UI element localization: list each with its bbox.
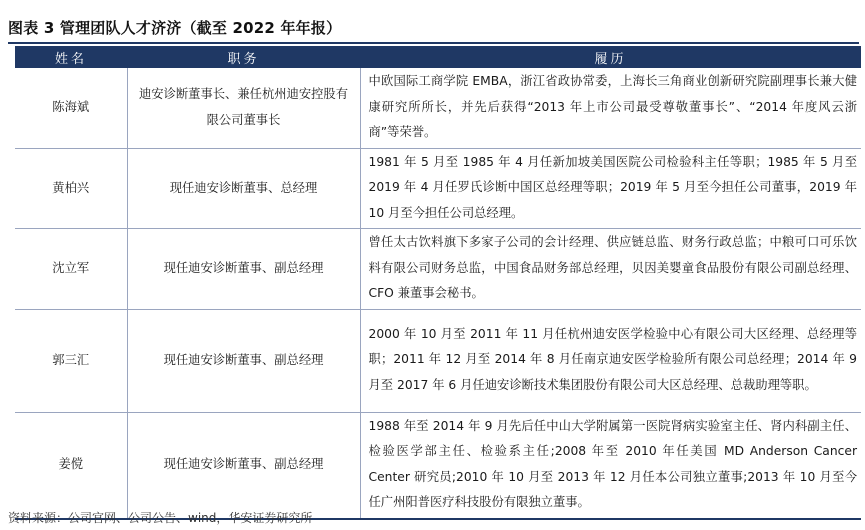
cell-resume: 2000 年 10 月至 2011 年 11 月任杭州迪安医学检验中心有限公司大区经理、总经理等职；2011 年 12 月至 2014 年 8 月任南京迪安医学检验所有限公司总经理；2014 年 9 月至 2017 年 6 月任迪安诊断技术集团股份有限公司大区总经理、总裁助理等职。: [360, 309, 861, 412]
title-divider: [8, 42, 859, 44]
source-note: 资料来源：公司官网、公司公告、wind，华安证券研究所: [8, 511, 313, 525]
table-row: [15, 68, 861, 148]
table-row: [15, 229, 861, 310]
cell-resume: 1988 年至 2014 年 9 月先后任中山大学附属第一医院肾病实验室主任、肾内科副主任、检验医学部主任、检验系主任;2008 年至 2010 年任美国 MD Anderson Cancer Center 研究员;2010 年 10 月至 2013 年 12 月任本公司独立董事;2013 年 10 月至今任广州阳普医疗科技股份有限独立董事。: [360, 412, 861, 519]
cell-name: 郭三汇: [15, 309, 127, 412]
table-header-row: [15, 46, 861, 68]
header-resume: 履历: [360, 46, 861, 68]
management-table: [15, 46, 861, 520]
cell-position: 现任迪安诊断董事、副总经理: [127, 412, 360, 519]
cell-position: 现任迪安诊断董事、副总经理: [127, 309, 360, 412]
cell-position: 迪安诊断董事长、兼任杭州迪安控股有限公司董事长: [127, 68, 360, 148]
cell-position: 现任迪安诊断董事、总经理: [127, 148, 360, 229]
cell-name: 沈立军: [15, 229, 127, 310]
figure-title: 图表 3 管理团队人才济济（截至 2022 年年报）: [8, 19, 342, 37]
cell-name: 黄柏兴: [15, 148, 127, 229]
cell-resume: 曾任太古饮料旗下多家子公司的会计经理、供应链总监、财务行政总监；中粮可口可乐饮料有限公司财务总监，中国食品财务部总经理，贝因美婴童食品股份有限公司副总经理、CFO 兼董事会秘书。: [360, 229, 861, 310]
cell-name: 陈海斌: [15, 68, 127, 148]
cell-resume: 1981 年 5 月至 1985 年 4 月任新加坡美国医院公司检验科主任等职；1985 年 5 月至 2019 年 4 月任罗氏诊断中国区总经理等职；2019 年 5 月至今担任公司董事，2019 年 10 月至今担任公司总经理。: [360, 148, 861, 229]
header-position: 职务: [127, 46, 360, 68]
cell-position: 现任迪安诊断董事、副总经理: [127, 229, 360, 310]
cell-name: 姜傥: [15, 412, 127, 519]
table-row: [15, 309, 861, 412]
header-name: 姓名: [15, 46, 127, 68]
table-row: [15, 148, 861, 229]
table-row: [15, 412, 861, 519]
cell-resume: 中欧国际工商学院 EMBA，浙江省政协常委，上海长三角商业创新研究院副理事长兼大健康研究所所长，并先后获得“2013 年上市公司最受尊敬董事长”、“2014 年度风云浙商”等荣誉。: [360, 68, 861, 148]
